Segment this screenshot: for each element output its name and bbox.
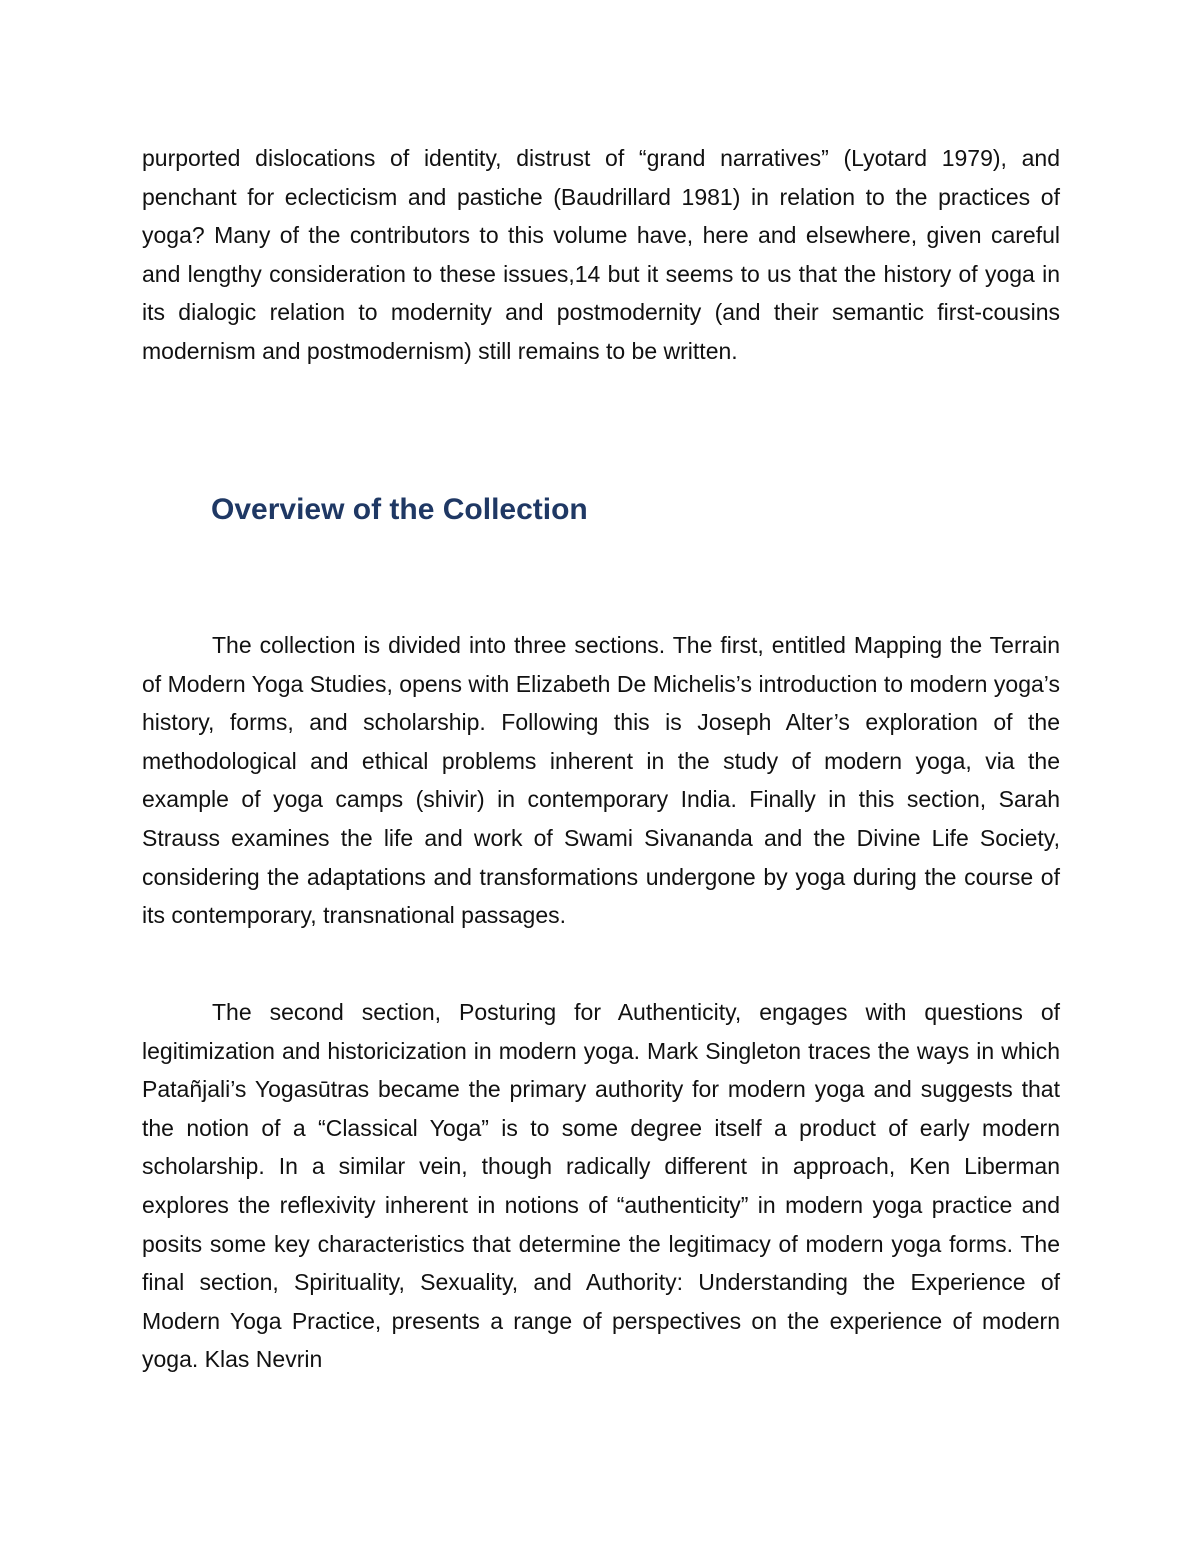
section-heading: Overview of the Collection <box>211 493 588 526</box>
paragraph-collection-sections: The collection is divided into three sections. The first, entitled Mapping the Terrain of Modern Yoga Studies, opens with Elizabeth De Michelis’s introduction to modern yoga’s history, forms, and scholarship. Following this is Joseph Alter’s exploration of the methodological and ethical problems inherent in the study of modern yoga, via the example of yoga camps (shivir) in contemporary India. Finally in this section, Sarah Strauss examines the life and work of Swami Sivananda and the Divine Life Society, considering the adaptations and transformations undergone by yoga during the course of its contemporary, transnational passages. <box>142 632 1060 929</box>
paragraph-second-section: The second section, Posturing for Authenticity, engages with questions of legitimization and historicization in modern yoga. Mark Singleton traces the ways in which Patañjali’s Yogasūtras became the primary authority for modern yoga and suggests that the notion of a “Classical Yoga” is to some degree itself a product of early modern scholarship. In a similar vein, though radically different in approach, Ken Liberman explores the reflexivity inherent in notions of “authenticity” in modern yoga practice and posits some key characteristics that determine the legitimacy of modern yoga forms. The final section, Spirituality, Sexuality, and Authority: Understanding the Experience of Modern Yoga Practice, presents a range of perspectives on the experience of modern yoga. Klas Nevrin <box>142 999 1060 1373</box>
paragraph-intro-continuation: purported dislocations of identity, distrust of “grand narratives” (Lyotard 1979), and penchant for eclecticism and pastiche (Baudrillard 1981) in relation to the practices of yoga? Many of the contributors to this volume have, here and elsewhere, given careful and lengthy consideration to these issues,14 but it seems to us that the history of yoga in its dialogic relation to modernity and postmodernity (and their semantic first-cousins modernism and postmodernism) still remains to be written. <box>142 145 1060 364</box>
